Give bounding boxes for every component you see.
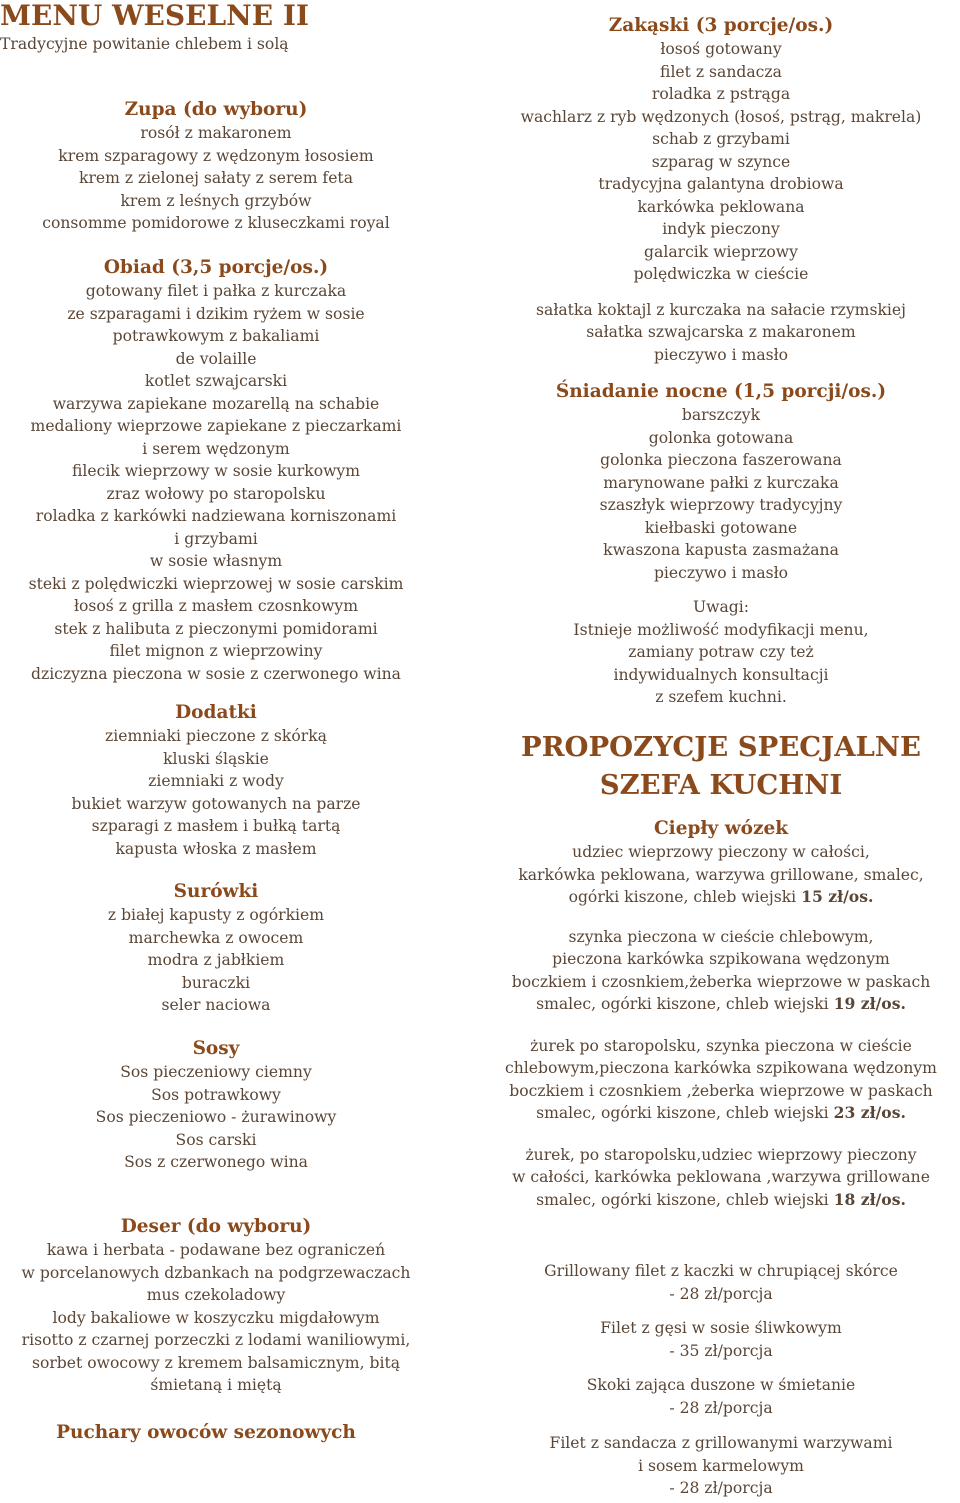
list-item: wachlarz z ryb wędzonych (łosoś, pstrąg, makrela) bbox=[520, 107, 922, 126]
uwagi-line: zamiany potraw czy też bbox=[628, 643, 814, 661]
offer-line bbox=[482, 993, 960, 1016]
list-item: modra z jabłkiem bbox=[147, 951, 285, 969]
list-item: roladka z pstrąga bbox=[651, 85, 791, 103]
sniadanie-list bbox=[482, 404, 960, 584]
deser-heading: Deser (do wyboru) bbox=[120, 1216, 312, 1237]
list-item: zraz wołowy po staropolsku bbox=[106, 484, 326, 503]
list-item: kawa i herbata - podawane bez ograniczeń bbox=[46, 1241, 386, 1259]
list-item: sałatka szwajcarska z makaronem bbox=[586, 323, 856, 341]
propozycje-line2: SZEFA KUCHNI bbox=[599, 769, 843, 801]
dish-price: - 35 zł/porcja bbox=[669, 1341, 773, 1360]
offer-line: karkówka peklowana, warzywa grillowane, smalec, bbox=[518, 865, 924, 884]
offer-text: ogórki kiszone, chleb wiejski bbox=[568, 888, 802, 906]
list-item: ziemniaki pieczone z skórką bbox=[105, 727, 327, 745]
dish-name: i sosem karmelowym bbox=[638, 1456, 804, 1475]
puchary-heading: Puchary owoców sezonowych bbox=[56, 1422, 356, 1443]
offer-line: szynka pieczona w cieście chlebowym, bbox=[568, 927, 874, 946]
dish-price: - 28 zł/porcja bbox=[669, 1284, 773, 1303]
list-item: kapusta włoska z masłem bbox=[115, 839, 317, 858]
list-item: krem z leśnych grzybów bbox=[120, 191, 312, 210]
dish-name: Grillowany filet z kaczki w chrupiącej skórce bbox=[544, 1262, 898, 1280]
uwagi-line: z szefem kuchni. bbox=[655, 688, 787, 706]
uwagi-line: Istnieje możliwość modyfikacji menu, bbox=[573, 620, 869, 639]
list-item: gotowany filet i pałka z kurczaka bbox=[85, 282, 347, 300]
list-item: krem szparagowy z wędzonym łososiem bbox=[58, 146, 374, 165]
list-item: ziemniaki z wody bbox=[148, 772, 284, 790]
list-item: kiełbaski gotowane bbox=[644, 518, 798, 537]
list-item: potrawkowym z bakaliami bbox=[112, 327, 320, 345]
list-item: filecik wieprzowy w sosie kurkowym bbox=[71, 462, 361, 480]
list-item: risotto z czarnej porzeczki z lodami waniliowymi, bbox=[21, 1331, 411, 1349]
list-item: dziczyzna pieczona w sosie z czerwonego wina bbox=[31, 664, 401, 683]
list-item: medaliony wieprzowe zapiekane z pieczarkami bbox=[30, 417, 402, 435]
dish-block bbox=[482, 1374, 960, 1419]
obiad-heading: Obiad (3,5 porcje/os.) bbox=[103, 257, 329, 278]
list-item: w porcelanowych dzbankach na podgrzewaczach bbox=[21, 1263, 411, 1282]
list-item: sorbet owocowy z kremem balsamicznym, bitą bbox=[31, 1353, 401, 1372]
dodatki-list bbox=[0, 725, 432, 860]
dish-name: Filet z sandacza z grillowanymi warzywami bbox=[549, 1434, 893, 1452]
list-item: Sos pieczeniowy ciemny bbox=[120, 1063, 312, 1081]
list-item: tradycyjna galantyna drobiowa bbox=[598, 175, 844, 193]
list-item: i serem wędzonym bbox=[142, 439, 290, 458]
list-item: bukiet warzyw gotowanych na parze bbox=[71, 794, 361, 813]
list-item: Sos pieczeniowo - żurawinowy bbox=[95, 1108, 337, 1126]
offer-line: udziec wieprzowy pieczony w całości, bbox=[572, 843, 870, 861]
list-item: schab z grzybami bbox=[652, 130, 790, 148]
list-item: golonka gotowana bbox=[648, 428, 794, 447]
sosy-heading: Sosy bbox=[192, 1038, 240, 1059]
offer-text: smalec, ogórki kiszone, chleb wiejski bbox=[536, 995, 834, 1013]
surowki-heading: Surówki bbox=[173, 881, 259, 902]
uwagi-line: indywidualnych konsultacji bbox=[613, 665, 829, 684]
sniadanie-heading: Śniadanie nocne (1,5 porcji/os.) bbox=[555, 381, 887, 402]
offer-price: 15 zł/os. bbox=[801, 887, 874, 906]
zupa-heading: Zupa (do wyboru) bbox=[124, 99, 308, 120]
list-item: de volaille bbox=[175, 349, 257, 368]
list-item: kluski śląskie bbox=[163, 749, 269, 768]
offer-text: smalec, ogórki kiszone, chleb wiejski bbox=[536, 1190, 834, 1209]
dish-block bbox=[482, 1432, 960, 1500]
offer-line bbox=[482, 886, 960, 909]
dodatki-heading: Dodatki bbox=[175, 702, 257, 723]
offer-line: pieczona karkówka szpikowana wędzonym bbox=[552, 950, 890, 968]
list-item: indyk pieczony bbox=[662, 220, 780, 238]
list-item: consomme pomidorowe z kluseczkami royal bbox=[42, 214, 390, 232]
offer-text: smalec, ogórki kiszone, chleb wiejski bbox=[536, 1104, 834, 1122]
list-item: barszczyk bbox=[681, 406, 761, 424]
dish-name: Filet z gęsi w sosie śliwkowym bbox=[600, 1319, 842, 1337]
list-item: z białej kapusty z ogórkiem bbox=[107, 906, 325, 924]
offer-line: boczkiem i czosnkiem,żeberka wieprzowe w paskach bbox=[511, 972, 931, 991]
list-item: rosół z makaronem bbox=[140, 124, 292, 142]
zakaski-heading: Zakąski (3 porcje/os.) bbox=[608, 15, 834, 36]
list-item: sałatka koktajl z kurczaka na sałacie rzymskiej bbox=[536, 300, 906, 319]
list-item: Sos carski bbox=[175, 1130, 257, 1149]
list-item: i grzybami bbox=[174, 529, 258, 548]
surowki-list bbox=[0, 904, 432, 1017]
list-item: pieczywo i masło bbox=[653, 563, 789, 582]
list-item: golonka pieczona faszerowana bbox=[600, 451, 842, 469]
uwagi-block bbox=[482, 596, 960, 709]
list-item: Sos potrawkowy bbox=[151, 1085, 281, 1104]
list-item: polędwiczka w cieście bbox=[633, 265, 809, 283]
list-item: roladka z karkówki nadziewana korniszonami bbox=[35, 507, 397, 525]
list-item: szparagi z masłem i bułką tartą bbox=[91, 817, 341, 835]
list-item: kwaszona kapusta zasmażana bbox=[603, 541, 839, 559]
offer-block bbox=[482, 1035, 960, 1125]
propozycje-title bbox=[482, 728, 960, 804]
obiad-list bbox=[0, 280, 432, 685]
menu-title: MENU WESELNE II bbox=[0, 0, 310, 32]
list-item: łosoś z grilla z masłem czosnkowym bbox=[73, 597, 359, 615]
offer-line: chlebowym,pieczona karkówka szpikowana wędzonym bbox=[505, 1059, 937, 1077]
list-item: Sos z czerwonego wina bbox=[124, 1153, 308, 1171]
offer-line: boczkiem i czosnkiem ,żeberka wieprzowe w paskach bbox=[509, 1081, 933, 1100]
offer-line: żurek po staropolsku, szynka pieczona w cieście bbox=[530, 1036, 912, 1055]
zakaski-list bbox=[482, 38, 960, 286]
list-item: ze szparagami i dzikim ryżem w sosie bbox=[67, 304, 365, 323]
dish-price: - 28 zł/porcja bbox=[669, 1479, 773, 1497]
special-dishes bbox=[482, 1260, 960, 1500]
list-item: warzywa zapiekane mozarellą na schabie bbox=[52, 394, 380, 413]
list-item: lody bakaliowe w koszyczku migdałowym bbox=[52, 1308, 380, 1327]
offer-price: 23 zł/os. bbox=[833, 1103, 906, 1122]
sosy-list bbox=[0, 1061, 432, 1174]
list-item: seler naciowa bbox=[161, 996, 271, 1014]
list-item: pieczywo i masło bbox=[653, 345, 789, 364]
offer-block bbox=[482, 841, 960, 909]
propozycje-line1: PROPOZYCJE SPECJALNE bbox=[521, 731, 921, 763]
list-item: łosoś gotowany bbox=[660, 40, 782, 58]
menu-subtitle: Tradycyjne powitanie chlebem i solą bbox=[0, 35, 289, 53]
list-item: kotlet szwajcarski bbox=[144, 372, 288, 390]
list-item: filet mignon z wieprzowiny bbox=[109, 642, 323, 660]
list-item: marynowane pałki z kurczaka bbox=[603, 473, 839, 492]
list-item: karkówka peklowana bbox=[637, 197, 805, 216]
list-item: mus czekoladowy bbox=[146, 1286, 286, 1304]
list-item: szparag w szynce bbox=[651, 152, 791, 171]
cieply-heading: Ciepły wózek bbox=[653, 818, 789, 839]
list-item: marchewka z owocem bbox=[128, 928, 304, 947]
offer-line bbox=[482, 1102, 960, 1125]
list-item: szaszłyk wieprzowy tradycyjny bbox=[599, 496, 843, 514]
list-item: śmietaną i miętą bbox=[150, 1376, 282, 1394]
dish-block bbox=[482, 1260, 960, 1305]
dish-price: - 28 zł/porcja bbox=[669, 1398, 773, 1417]
list-item: steki z polędwiczki wieprzowej w sosie carskim bbox=[28, 574, 404, 593]
list-item: krem z zielonej sałaty z serem feta bbox=[79, 169, 353, 187]
list-item: w sosie własnym bbox=[149, 552, 283, 570]
offer-block bbox=[482, 926, 960, 1016]
list-item: filet z sandacza bbox=[660, 62, 782, 81]
zupa-list bbox=[0, 122, 432, 235]
deser-list bbox=[0, 1239, 432, 1397]
salatki-list bbox=[482, 299, 960, 367]
dish-block bbox=[482, 1317, 960, 1362]
offer-price: 18 zł/os. bbox=[833, 1189, 906, 1209]
dish-name: Skoki zająca duszone w śmietanie bbox=[586, 1376, 856, 1394]
offer-line: w całości, karkówka peklowana ,warzywa grillowane bbox=[512, 1168, 930, 1186]
offer-block bbox=[482, 1144, 960, 1212]
list-item: galarcik wieprzowy bbox=[644, 242, 798, 261]
list-item: buraczki bbox=[181, 973, 251, 992]
list-item: stek z halibuta z pieczonymi pomidorami bbox=[54, 619, 378, 638]
offer-price: 19 zł/os. bbox=[833, 994, 906, 1013]
offer-line: żurek, po staropolsku,udziec wieprzowy pieczony bbox=[525, 1145, 917, 1164]
uwagi-heading: Uwagi: bbox=[692, 598, 749, 616]
offer-line bbox=[482, 1189, 960, 1212]
